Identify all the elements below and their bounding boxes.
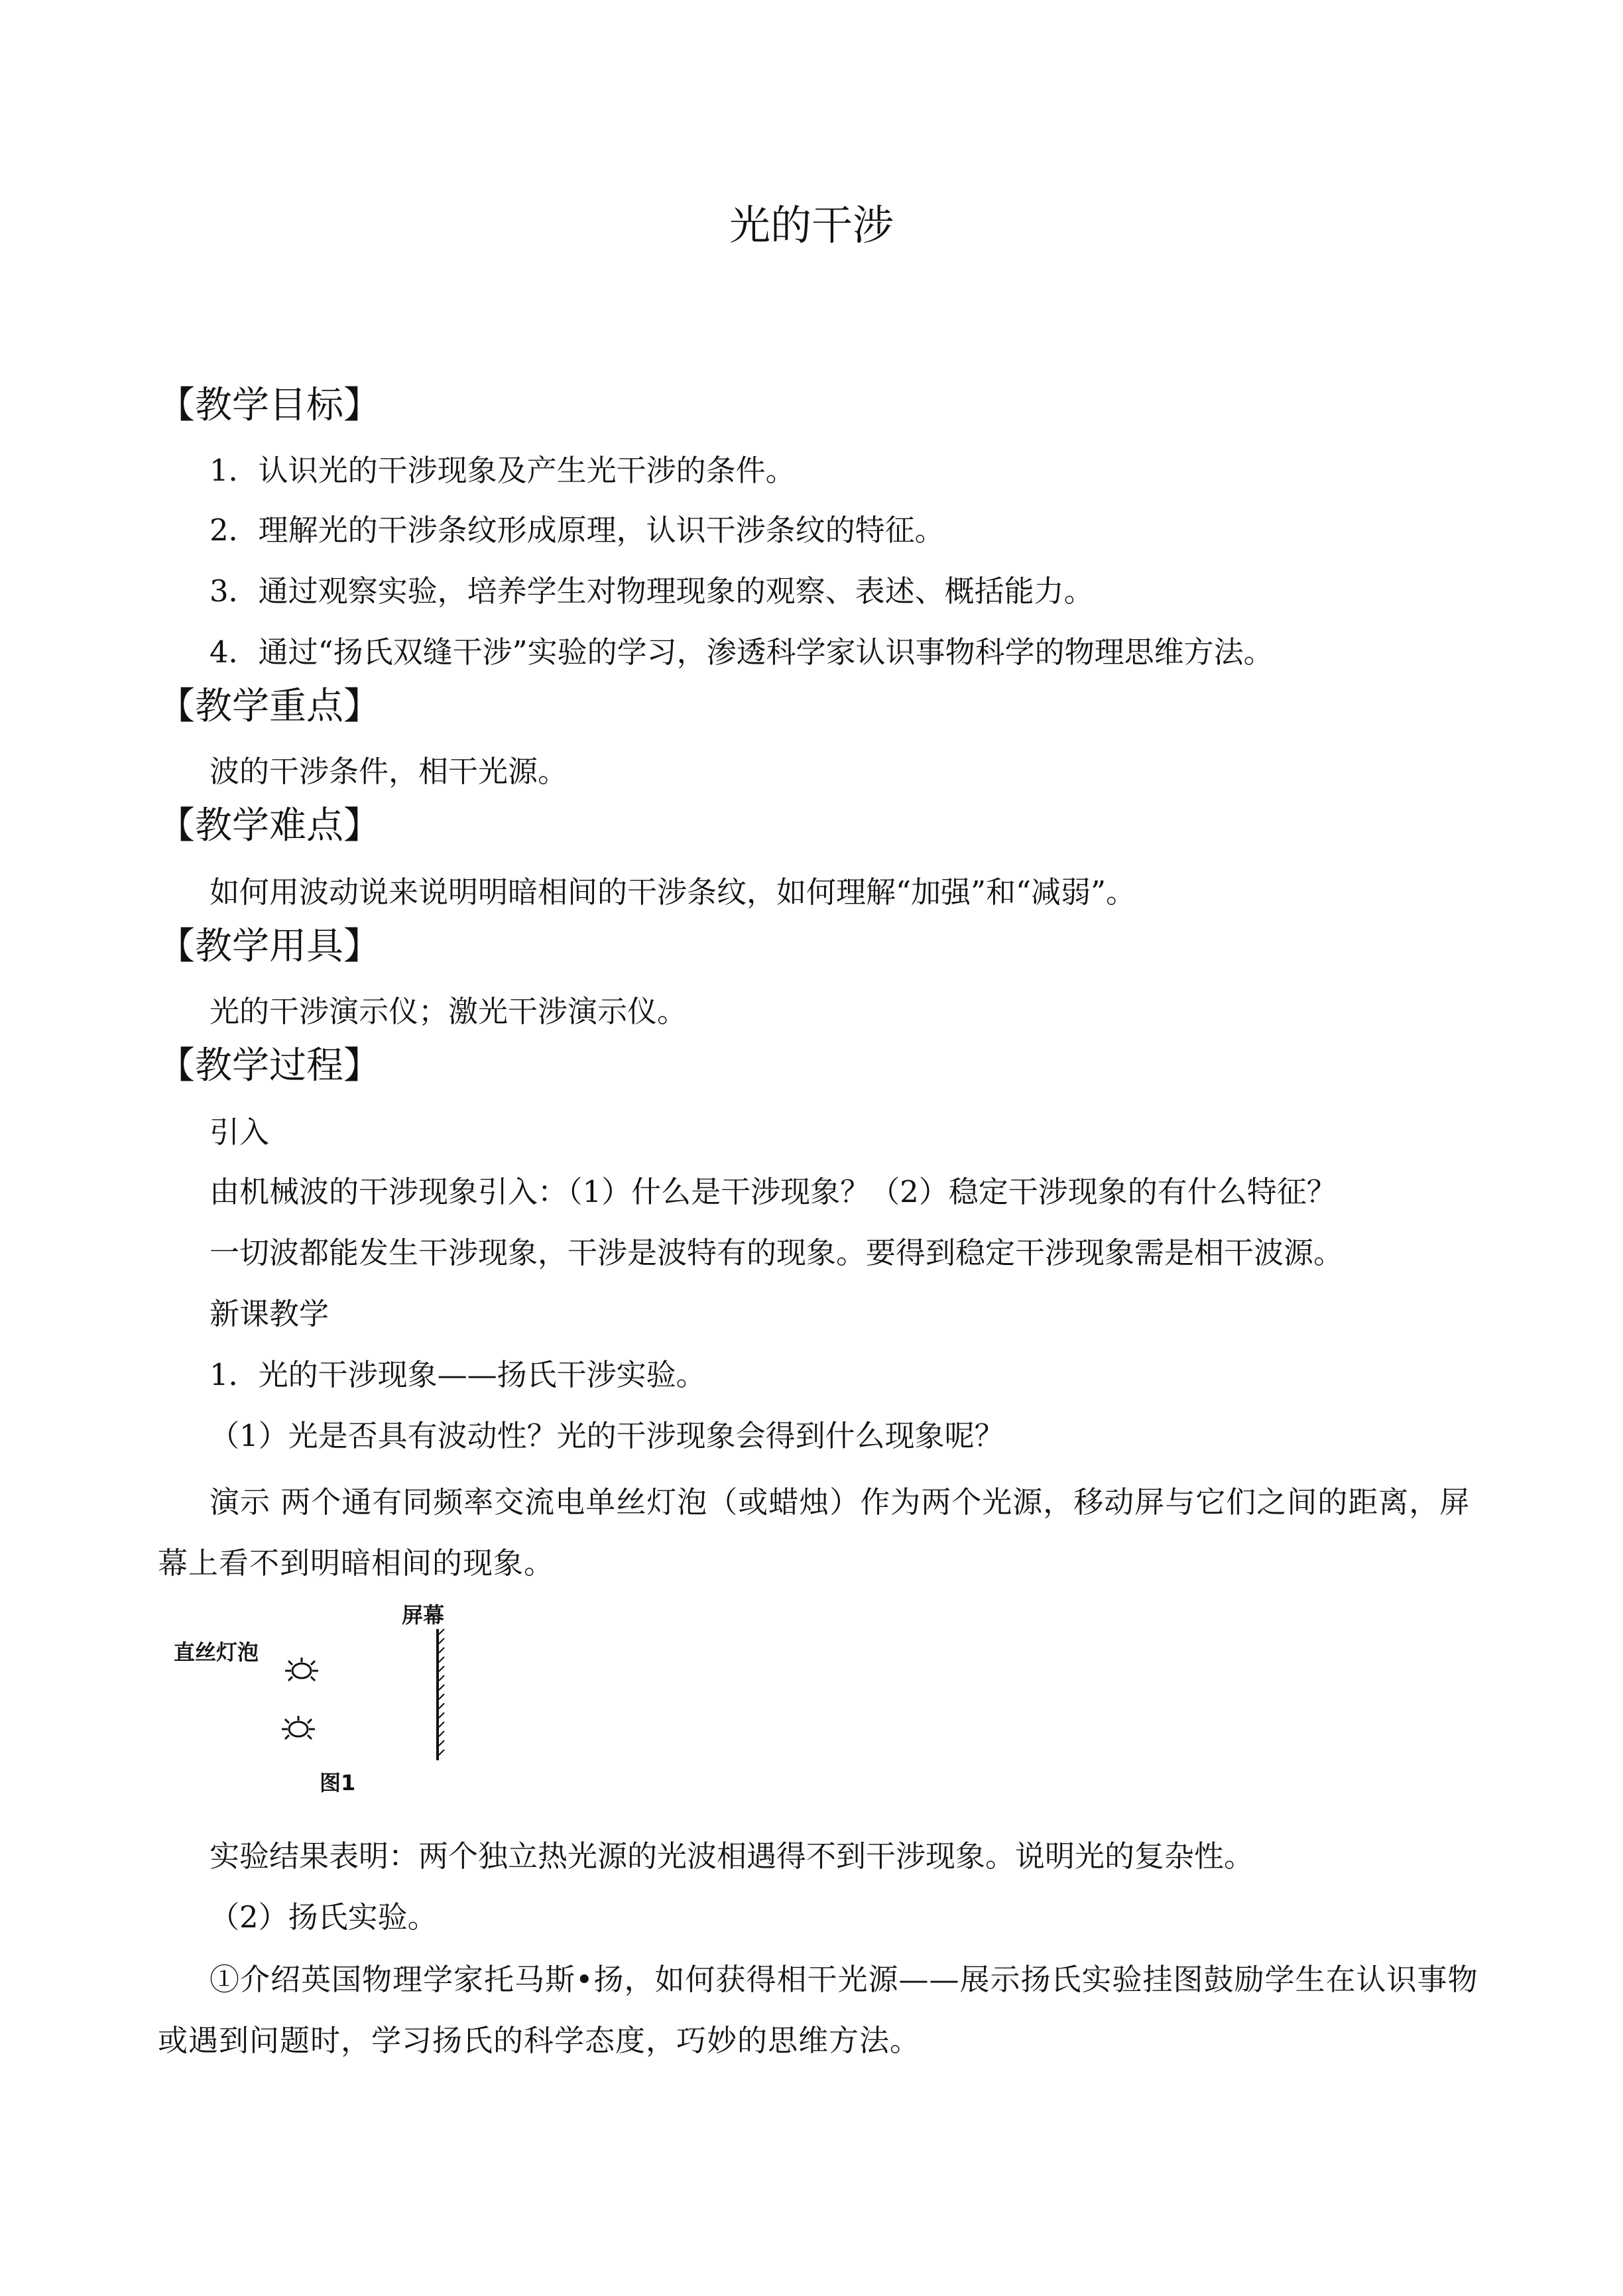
figure-bulbs-and-screen: [166, 1588, 471, 1800]
goal-item-4: 4．通过“扬氏双缝干涉”实验的学习，渗透科学家认识事物科学的物理思维方法。: [210, 634, 1274, 670]
bulbs-label: 直丝灯泡: [174, 1640, 259, 1665]
process-line-new-lesson: 新课教学: [210, 1296, 330, 1331]
tools-text: 光的干涉演示仪；激光干涉演示仪。: [210, 994, 688, 1029]
section-heading-key-points: 【教学重点】: [158, 685, 381, 728]
bulb-screen-diagram: [166, 1588, 471, 1800]
goal-item-1: 1．认识光的干涉现象及产生光干涉的条件。: [210, 453, 796, 488]
goal-item-2: 2．理解光的干涉条纹形成原理，认识干涉条纹的特征。: [210, 513, 945, 548]
section-heading-difficulties: 【教学难点】: [158, 804, 381, 847]
goal-item-3: 3．通过观察实验，培养学生对物理现象的观察、表述、概括能力。: [210, 574, 1094, 609]
screen-label: 屏幕: [402, 1602, 445, 1628]
process-line-young-title: 1．光的干涉现象——扬氏干涉实验。: [210, 1357, 706, 1392]
screen-icon: [438, 1629, 444, 1760]
result-text: 实验结果表明：两个独立热光源的光波相遇得不到干涉现象。说明光的复杂性。: [210, 1839, 1254, 1874]
process-line-question-1: （1）光是否具有波动性？光的干涉现象会得到什么现象呢？: [210, 1418, 1004, 1453]
young-detail-paragraph: ①介绍英国物理学家托马斯•扬，如何获得相干光源——展示扬氏实验挂图鼓励学生在认识事物或遇到问题时，学习扬氏的科学态度，巧妙的思维方法。: [158, 1962, 1478, 2058]
process-line-questions: 由机械波的干涉现象引入：（1）什么是干涉现象？（2）稳定干涉现象的有什么特征？: [210, 1174, 1337, 1209]
document-title: 光的干涉: [729, 201, 894, 249]
process-line-coherent: 一切波都能发生干涉现象，干涉是波特有的现象。要得到稳定干涉现象需是相干波源。: [210, 1235, 1344, 1270]
process-line-intro: 引入: [210, 1115, 270, 1150]
bulb-icon-upper: [285, 1658, 318, 1681]
section-heading-process: 【教学过程】: [158, 1044, 381, 1087]
bulb-icon-lower: [282, 1716, 315, 1739]
section-heading-tools: 【教学用具】: [158, 925, 381, 968]
difficulties-text: 如何用波动说来说明明暗相间的干涉条纹，如何理解“加强”和“减弱”。: [210, 875, 1136, 910]
young-experiment-heading: （2）扬氏实验。: [210, 1900, 438, 1935]
demo-paragraph: 演示 两个通有同频率交流电单丝灯泡（或蜡烛）作为两个光源，移动屏与它们之间的距离，屏幕上看不到明暗相间的现象。: [158, 1484, 1471, 1581]
figure-caption: 图1: [320, 1770, 356, 1795]
section-heading-goals: 【教学目标】: [158, 384, 381, 427]
key-points-text: 波的干涉条件，相干光源。: [210, 754, 568, 789]
